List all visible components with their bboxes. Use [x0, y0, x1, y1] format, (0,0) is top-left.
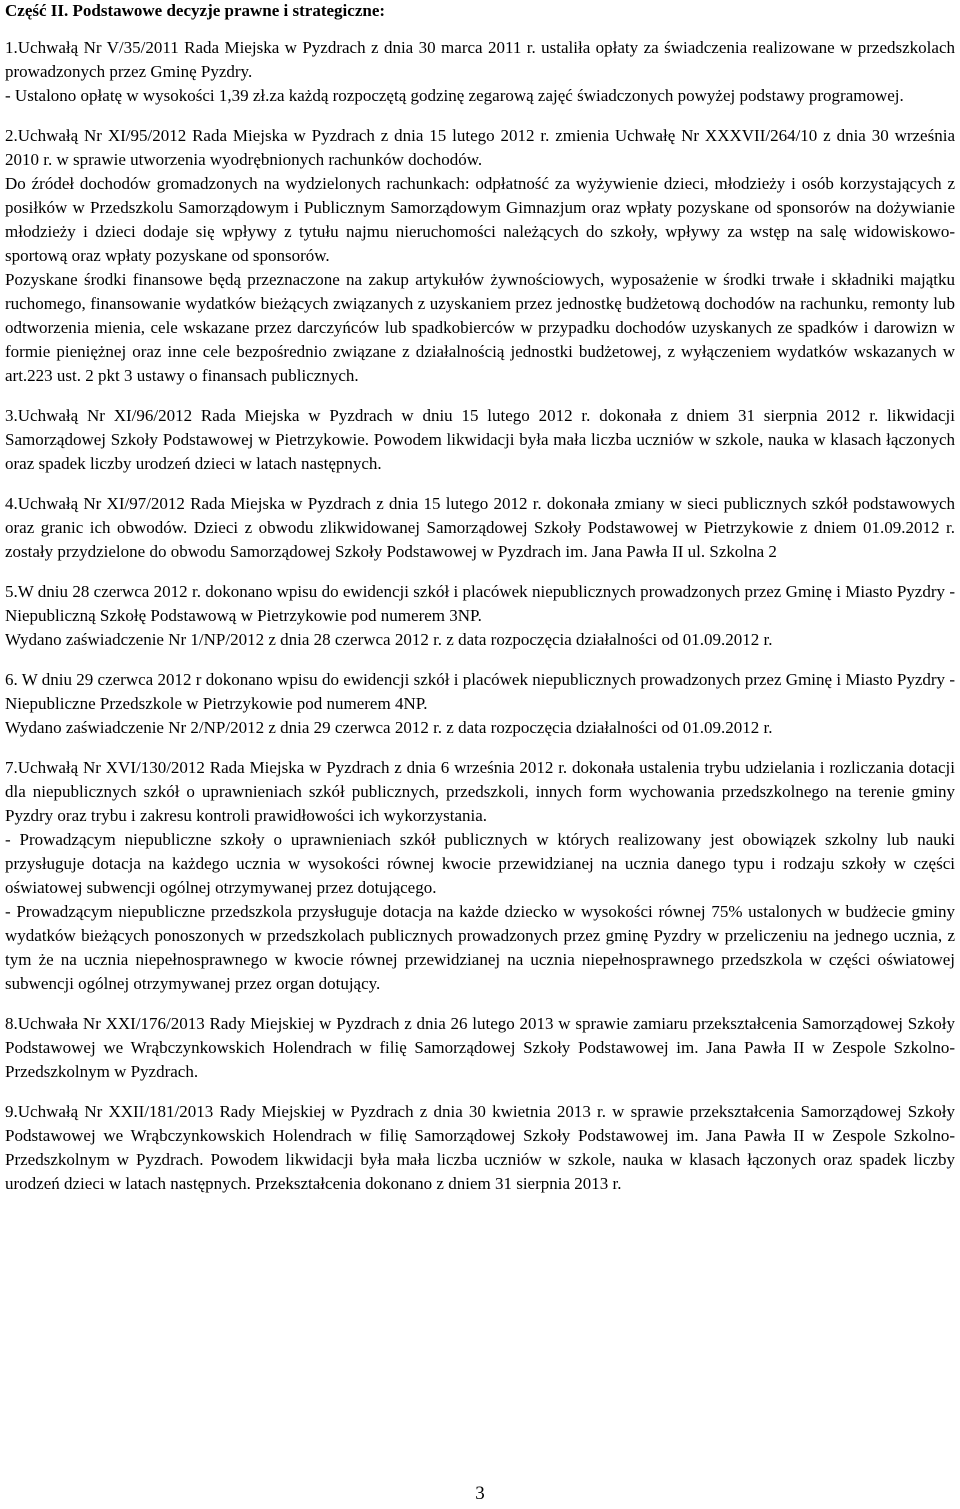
- item-8-uchwala-xxi-176-2013: [5, 1012, 955, 1084]
- paragraph: 4.Uchwałą Nr XI/97/2012 Rada Miejska w Pyzdrach z dnia 15 lutego 2012 r. dokonała zmiany w sieci publicznych szkół podstawowych oraz granic ich obwodów. Dzieci z obwodu zlikwidowanej Samorządowej Szkoły Podstawowej w Pietrzykowie z dniem 01.09.2012 r. zostały przydzielone do obwodu Samorządowej Szkoły Podstawowej w Pyzdrach im. Jana Pawła II ul. Szkolna 2: [5, 494, 955, 561]
- item-1-uchwala-v-35-2011: [5, 36, 955, 108]
- section-heading: Część II. Podstawowe decyzje prawne i strategiczne:: [5, 1, 386, 20]
- paragraph: Do źródeł dochodów gromadzonych na wydzielonych rachunkach: odpłatność za wyżywienie dzieci, młodzieży i osób korzystających z posiłków w Przedszkolu Samorządowym i Publicznym Samorządowym Gimnazjum oraz wpłaty pozyskane od sponsorów na dożywianie młodzieży i dzieci dodaje się wpływy z tytułu najmu nieruchomości należących do szkoły, wpływy za wstęp na salę widowiskowo-sportową oraz wpłaty pozyskane od sponsorów.: [5, 174, 955, 265]
- item-2-uchwala-xi-95-2012: [5, 124, 955, 388]
- item-5-wpis-3np: [5, 580, 955, 652]
- paragraph: - Ustalono opłatę w wysokości 1,39 zł.za każdą rozpoczętą godzinę zegarową zajęć świadczonych powyżej podstawy programowej.: [5, 86, 904, 105]
- paragraph: - Prowadzącym niepubliczne przedszkola przysługuje dotacja na każde dziecko w wysokości równej 75% ustalonych w budżecie gminy wydatków bieżących ponoszonych w przedszkolach publicznych prowadzonych przez gminę Pyzdry w przeliczeniu na jednego ucznia, z tym że na ucznia niepełnosprawnego w kwocie równej przewidzianej na ucznia niepełnosprawnego przedszkola w części oświatowej subwencji ogólnej otrzymywanej przez organ dotujący.: [5, 902, 955, 993]
- item-3-uchwala-xi-96-2012: [5, 404, 955, 476]
- paragraph: 3.Uchwałą Nr XI/96/2012 Rada Miejska w Pyzdrach w dniu 15 lutego 2012 r. dokonała z dniem 31 sierpnia 2012 r. likwidacji Samorządowej Szkoły Podstawowej w Pietrzykowie. Powodem likwidacji była mała liczba uczniów w szkole, nauka w klasach łączonych oraz spadek liczby urodzeń dzieci w latach następnych.: [5, 406, 955, 473]
- paragraph: 8.Uchwała Nr XXI/176/2013 Rady Miejskiej w Pyzdrach z dnia 26 lutego 2013 w sprawie zamiaru przekształcenia Samorządowej Szkoły Podstawowej we Wrąbczynkowskich Holendrach w filię Samorządowej Szkoły Podstawowej im. Jana Pawła II w Zespole Szkolno-Przedszkolnym w Pyzdrach.: [5, 1014, 955, 1081]
- page-number: 3: [475, 1483, 485, 1504]
- paragraph: - Prowadzącym niepubliczne szkoły o uprawnieniach szkół publicznych w których realizowany jest obowiązek szkolny lub nauki przysługuje dotacja na każdego ucznia w wysokości równej kwocie przewidzianej na ucznia danego typu i rodzaju szkoły w części oświatowej subwencji ogólnej otrzymywanej przez dotującego.: [5, 830, 955, 897]
- paragraph: 6. W dniu 29 czerwca 2012 r dokonano wpisu do ewidencji szkół i placówek niepublicznych prowadzonych przez Gminę i Miasto Pyzdry - Niepubliczne Przedszkole w Pietrzykowie pod numerem 4NP.: [5, 670, 955, 713]
- document-page: [5, 0, 955, 1212]
- paragraph: 7.Uchwałą Nr XVI/130/2012 Rada Miejska w Pyzdrach z dnia 6 września 2012 r. dokonała ustalenia trybu udzielania i rozliczania dotacji dla niepublicznych szkół o uprawnieniach szkół publicznych, przedszkoli, innych form wychowania przedszkolnego na terenie gminy Pyzdry oraz trybu i zakresu kontroli prawidłowości ich wykorzystania.: [5, 758, 955, 825]
- paragraph: 5.W dniu 28 czerwca 2012 r. dokonano wpisu do ewidencji szkół i placówek niepublicznych prowadzonych przez Gminę i Miasto Pyzdry - Niepubliczną Szkołę Podstawową w Pietrzykowie pod numerem 3NP.: [5, 582, 955, 625]
- paragraph: 2.Uchwałą Nr XI/95/2012 Rada Miejska w Pyzdrach z dnia 15 lutego 2012 r. zmienia Uchwałę Nr XXXVII/264/10 z dnia 30 września 2010 r. w sprawie utworzenia wyodrębnionych rachunków dochodów.: [5, 126, 955, 169]
- paragraph: Pozyskane środki finansowe będą przeznaczone na zakup artykułów żywnościowych, wyposażenie w środki trwałe i składniki majątku ruchomego, finansowanie wydatków bieżących związanych z uzyskaniem przez jednostkę budżetową dochodów na rachunku, remonty lub odtworzenia mienia, cele wskazane przez darczyńców lub spadkobierców w przypadku dochodów uzyskanych ze spadków i darowizn w formie pieniężnej oraz inne cele bezpośrednio związane z działalnością jednostki budżetowej, z wyłączeniem wydatków wskazanych w art.223 ust. 2 pkt 3 ustawy o finansach publicznych.: [5, 270, 955, 385]
- paragraph: Wydano zaświadczenie Nr 1/NP/2012 z dnia 28 czerwca 2012 r. z data rozpoczęcia działalności od 01.09.2012 r.: [5, 630, 773, 649]
- paragraph: Wydano zaświadczenie Nr 2/NP/2012 z dnia 29 czerwca 2012 r. z data rozpoczęcia działalności od 01.09.2012 r.: [5, 718, 773, 737]
- item-9-uchwala-xxii-181-2013: [5, 1100, 955, 1196]
- paragraph: 1.Uchwałą Nr V/35/2011 Rada Miejska w Pyzdrach z dnia 30 marca 2011 r. ustaliła opłaty za świadczenia realizowane w przedszkolach prowadzonych przez Gminę Pyzdry.: [5, 38, 955, 81]
- item-4-uchwala-xi-97-2012: [5, 492, 955, 564]
- item-6-wpis-4np: [5, 668, 955, 740]
- paragraph: 9.Uchwałą Nr XXII/181/2013 Rady Miejskiej w Pyzdrach z dnia 30 kwietnia 2013 r. w sprawie przekształcenia Samorządowej Szkoły Podstawowej we Wrąbczynkowskich Holendrach w filię Samorządowej Szkoły Podstawowej im. Jana Pawła II w Zespole Szkolno-Przedszkolnym w Pyzdrach. Powodem likwidacji była mała liczba uczniów w szkole, nauka w klasach łączonych oraz spadek liczby urodzeń dzieci w latach następnych. Przekształcenia dokonano z dniem 31 sierpnia 2013 r.: [5, 1102, 955, 1193]
- item-7-uchwala-xvi-130-2012: [5, 756, 955, 996]
